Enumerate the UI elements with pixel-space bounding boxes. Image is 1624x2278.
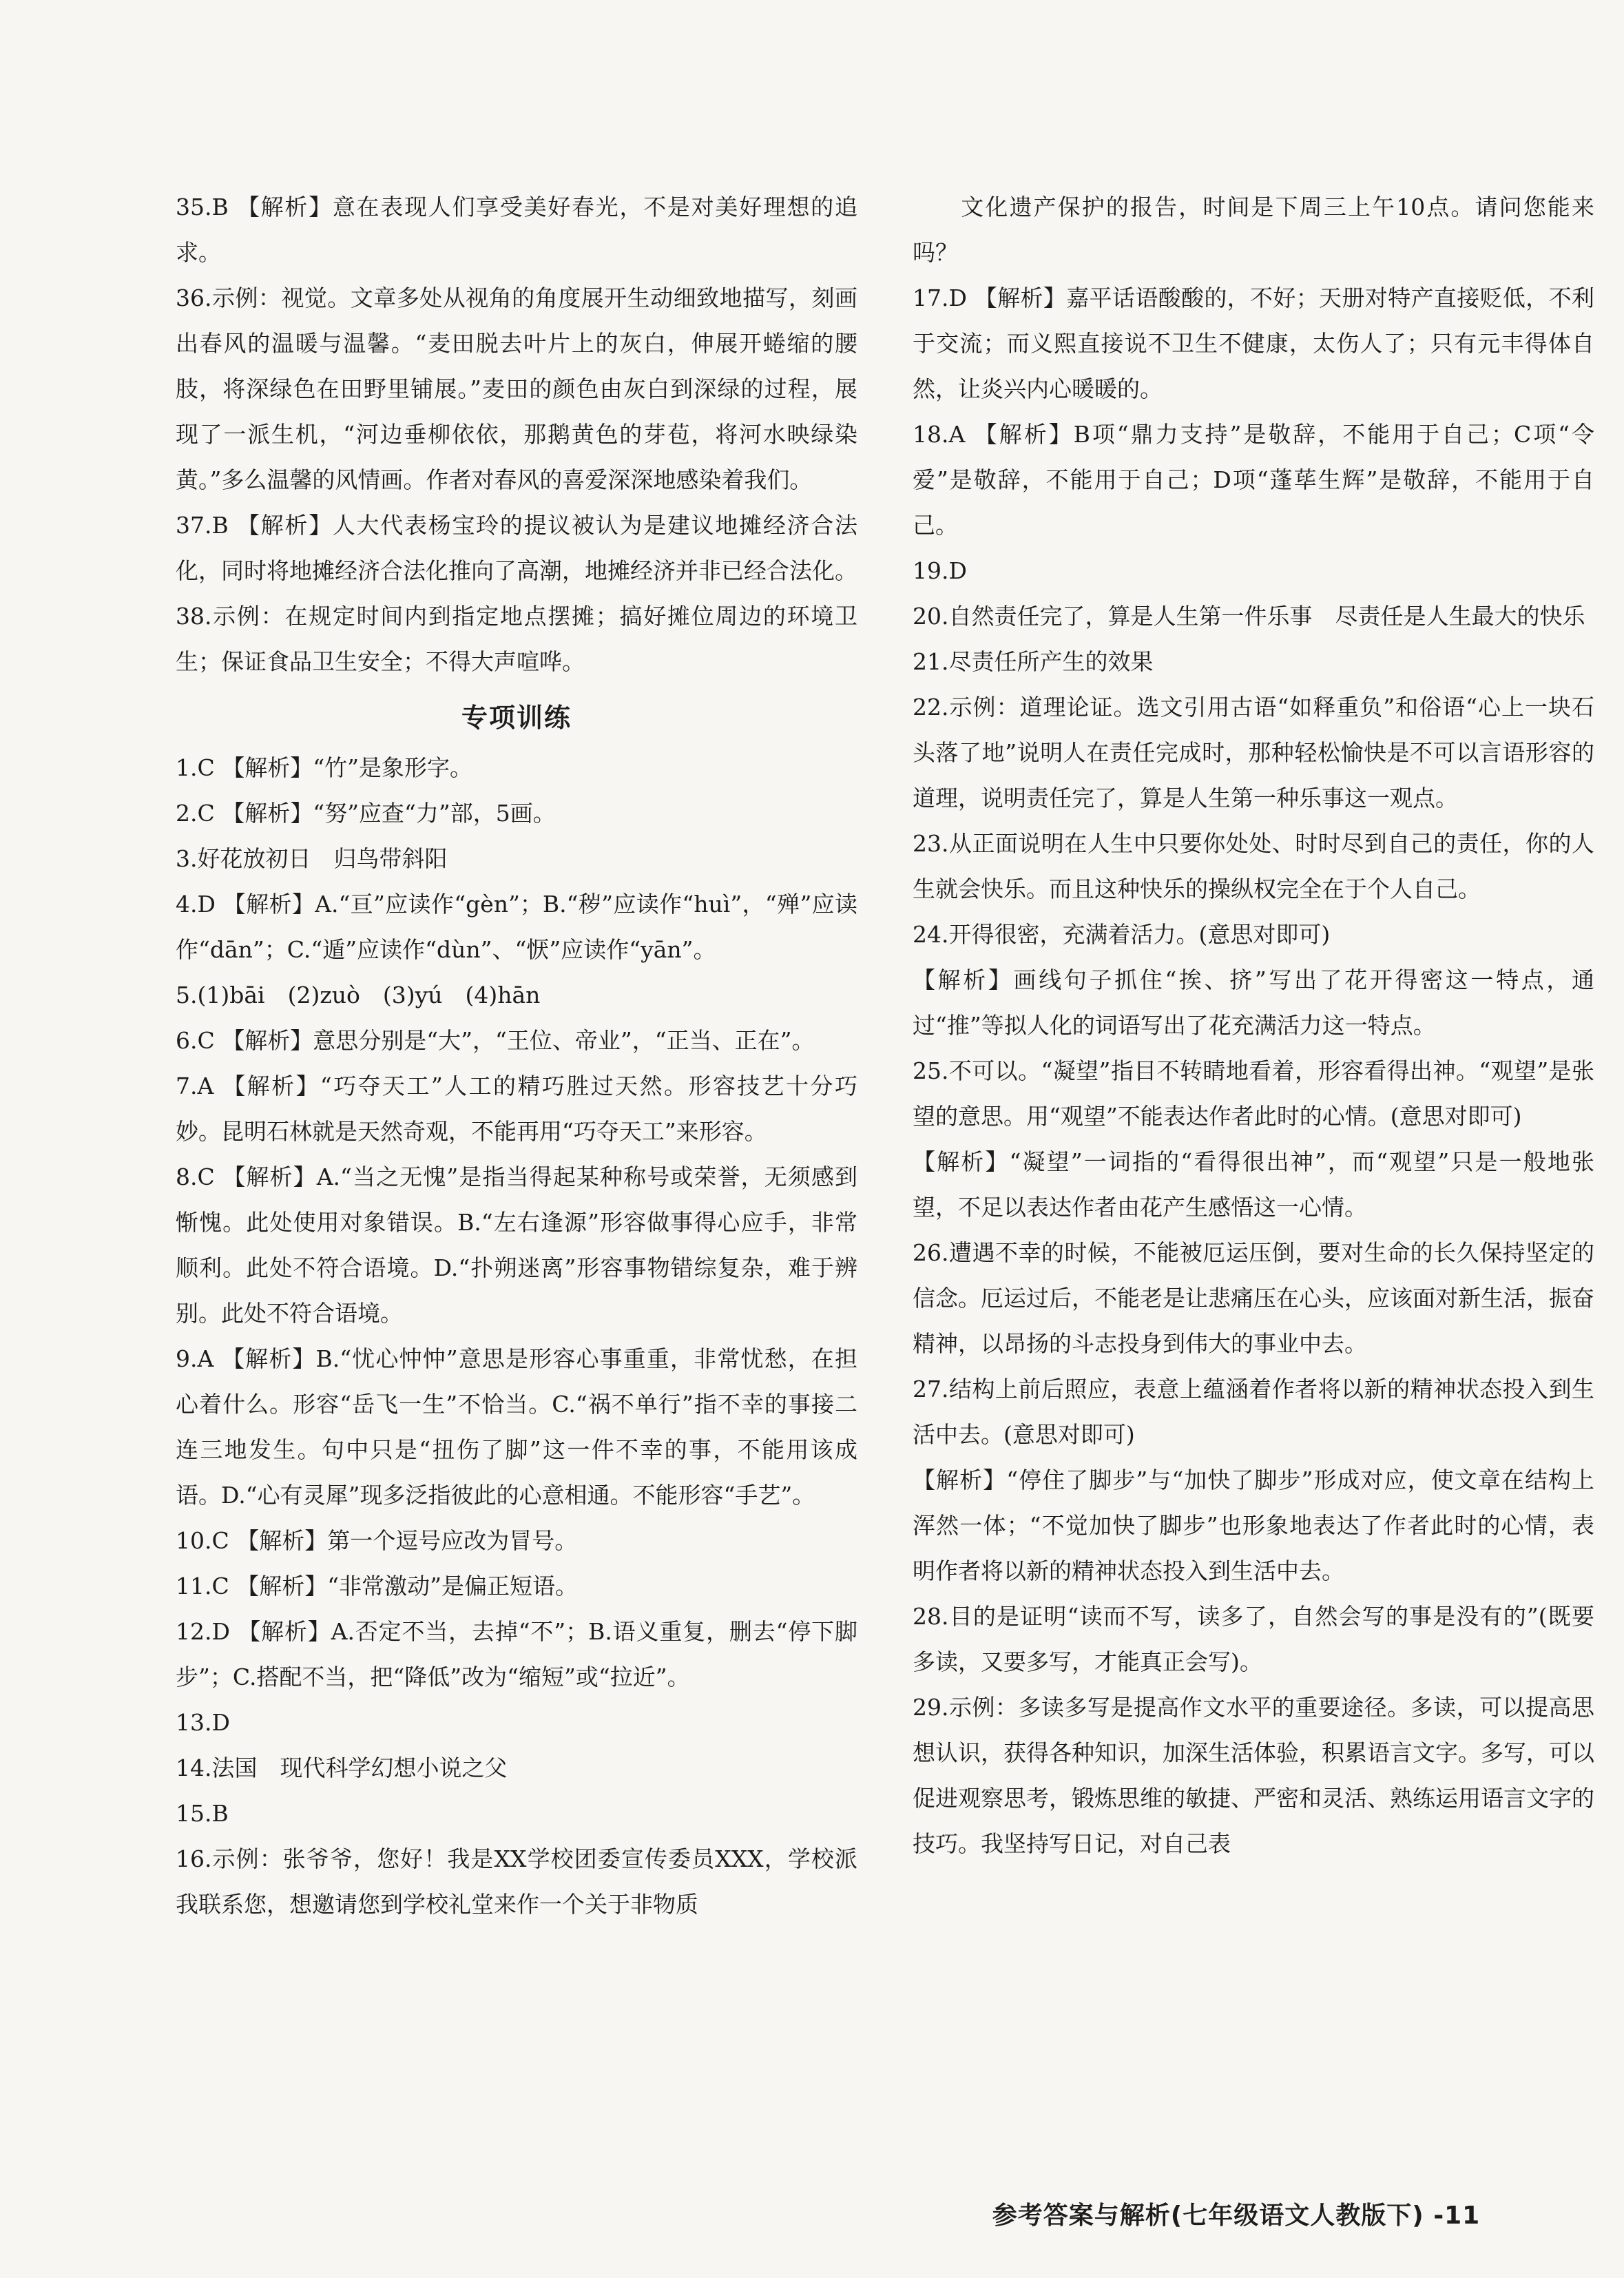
answer-item: 18.A 【解析】B项“鼎力支持”是敬辞，不能用于自己；C项“令爱”是敬辞，不能用于自己；D项“蓬荜生辉”是敬辞，不能用于自己。	[913, 421, 1594, 539]
answer-item: 19.D	[913, 557, 967, 584]
answer-item: 5.(1)bāi (2)zuò (3)yú (4)hān	[176, 982, 541, 1008]
answer-item: 8.C 【解析】A.“当之无愧”是指当得起某种称号或荣誉，无须感到惭愧。此处使用对象错误。B.“左右逢源”形容做事得心应手，非常顺利。此处不符合语境。D.“扑朔迷离”形容事物错综复杂，难于辨别。此处不符合语境。	[176, 1163, 857, 1327]
answer-item: 1.C 【解析】“竹”是象形字。	[176, 754, 472, 781]
answer-item: 37.B 【解析】人大代表杨宝玲的提议被认为是建议地摊经济合法化，同时将地摊经济合法化推向了高潮，地摊经济并非已经合法化。	[176, 512, 857, 584]
answer-item: 36.示例：视觉。文章多处从视角的角度展开生动细致地描写，刻画出春风的温暖与温馨。“麦田脱去叶片上的灰白，伸展开蜷缩的腰肢，将深绿色在田野里铺展。”麦田的颜色由灰白到深绿的过程，展现了一派生机，“河边垂柳依依，那鹅黄色的芽苞，将河水映绿染黄。”多么温馨的风情画。作者对春风的喜爱深深地感染着我们。	[176, 284, 857, 493]
answer-item: 29.示例：多读多写是提高作文水平的重要途径。多读，可以提高思想认识，获得各种知识，加深生活体验，积累语言文字。多写，可以促进观察思考，锻炼思维的敏捷、严密和灵活、熟练运用语言文字的技巧。我坚持写日记，对自己表	[913, 1694, 1594, 1857]
right-items	[913, 185, 1594, 1867]
answer-item: 9.A 【解析】B.“忧心忡忡”意思是形容心事重重，非常忧愁，在担心着什么。形容“岳飞一生”不恰当。C.“祸不单行”指不幸的事接二连三地发生。句中只是“扭伤了脚”这一件不幸的事，不能用该成语。D.“心有灵犀”现多泛指彼此的心意相通。不能形容“手艺”。	[176, 1345, 857, 1509]
answer-item: 【解析】“凝望”一词指的“看得很出神”，而“观望”只是一般地张望，不足以表达作者由花产生感悟这一心情。	[913, 1148, 1594, 1221]
answer-item: 20.自然责任完了，算是人生第一件乐事 尽责任是人生最大的快乐	[913, 603, 1585, 630]
answer-item: 2.C 【解析】“努”应查“力”部，5画。	[176, 800, 556, 827]
answer-item: 28.目的是证明“读而不写，读多了，自然会写的事是没有的”(既要多读，又要多写，才能真正会写)。	[913, 1603, 1594, 1675]
answer-item: 12.D 【解析】A.否定不当，去掉“不”；B.语义重复，删去“停下脚步”；C.搭配不当，把“降低”改为“缩短”或“拉近”。	[176, 1618, 857, 1690]
answer-item: 【解析】“停住了脚步”与“加快了脚步”形成对应，使文章在结构上浑然一体；“不觉加快了脚步”也形象地表达了作者此时的心情，表明作者将以新的精神状态投入到生活中去。	[913, 1467, 1594, 1584]
answer-item: 15.B	[176, 1800, 229, 1827]
answer-item: 【解析】画线句子抓住“挨、挤”写出了花开得密这一特点，通过“推”等拟人化的词语写出了花充满活力这一特点。	[913, 966, 1594, 1039]
answer-item: 23.从正面说明在人生中只要你处处、时时尽到自己的责任，你的人生就会快乐。而且这种快乐的操纵权完全在于个人自己。	[913, 830, 1594, 902]
answer-item: 22.示例：道理论证。选文引用古语“如释重负”和俗语“心上一块石头落了地”说明人在责任完成时，那种轻松愉快是不可以言语形容的道理，说明责任完了，算是人生第一种乐事这一观点。	[913, 694, 1594, 811]
answer-item: 4.D 【解析】A.“亘”应读作“gèn”；B.“秽”应读作“huì”，“殚”应读作“dān”；C.“遁”应读作“dùn”、“恹”应读作“yān”。	[176, 891, 857, 963]
left-column	[176, 185, 857, 1927]
answer-item: 24.开得很密，充满着活力。(意思对即可)	[913, 921, 1331, 948]
answer-item: 文化遗产保护的报告，时间是下周三上午10点。请问您能来吗？	[913, 194, 1594, 266]
answer-item: 26.遭遇不幸的时候，不能被厄运压倒，要对生命的长久保持坚定的信念。厄运过后，不能老是让悲痛压在心头，应该面对新生活，振奋精神，以昂扬的斗志投身到伟大的事业中去。	[913, 1239, 1594, 1357]
answer-item: 3.好花放初日 归鸟带斜阳	[176, 845, 448, 872]
answer-item: 10.C 【解析】第一个逗号应改为冒号。	[176, 1527, 578, 1554]
answer-item: 11.C 【解析】“非常激动”是偏正短语。	[176, 1573, 578, 1599]
answer-item: 13.D	[176, 1709, 230, 1736]
answer-item: 14.法国 现代科学幻想小说之父	[176, 1754, 508, 1781]
answer-item: 17.D 【解析】嘉平话语酸酸的，不好；天册对特产直接贬低，不利于交流；而义熙直接说不卫生不健康，太伤人了；只有元丰得体自然，让炎兴内心暖暖的。	[913, 284, 1594, 402]
answer-item: 21.尽责任所产生的效果	[913, 648, 1154, 675]
left-items-before	[176, 185, 857, 685]
answer-item: 6.C 【解析】意思分别是“大”，“王位、帝业”，“正当、正在”。	[176, 1027, 815, 1054]
answer-item: 35.B 【解析】意在表现人们享受美好春光，不是对美好理想的追求。	[176, 194, 857, 266]
right-column	[913, 185, 1594, 1867]
answer-item: 27.结构上前后照应，表意上蕴涵着作者将以新的精神状态投入到生活中去。(意思对即可)	[913, 1376, 1594, 1448]
answer-item: 16.示例：张爷爷，您好！我是XX学校团委宣传委员XXX，学校派我联系您，想邀请您到学校礼堂来作一个关于非物质	[176, 1845, 857, 1918]
answer-item: 7.A 【解析】“巧夺天工”人工的精巧胜过天然。形容技艺十分巧妙。昆明石林就是天然奇观，不能再用“巧夺天工”来形容。	[176, 1073, 857, 1145]
page-footer: 参考答案与解析(七年级语文人教版下) -11	[992, 2202, 1481, 2230]
left-items-after	[176, 745, 857, 1927]
section-heading: 专项训练	[461, 703, 572, 733]
answer-item: 25.不可以。“凝望”指目不转睛地看着，形容看得出神。“观望”是张望的意思。用“观望”不能表达作者此时的心情。(意思对即可)	[913, 1057, 1594, 1130]
answer-item: 38.示例：在规定时间内到指定地点摆摊；搞好摊位周边的环境卫生；保证食品卫生安全；不得大声喧哗。	[176, 603, 857, 675]
